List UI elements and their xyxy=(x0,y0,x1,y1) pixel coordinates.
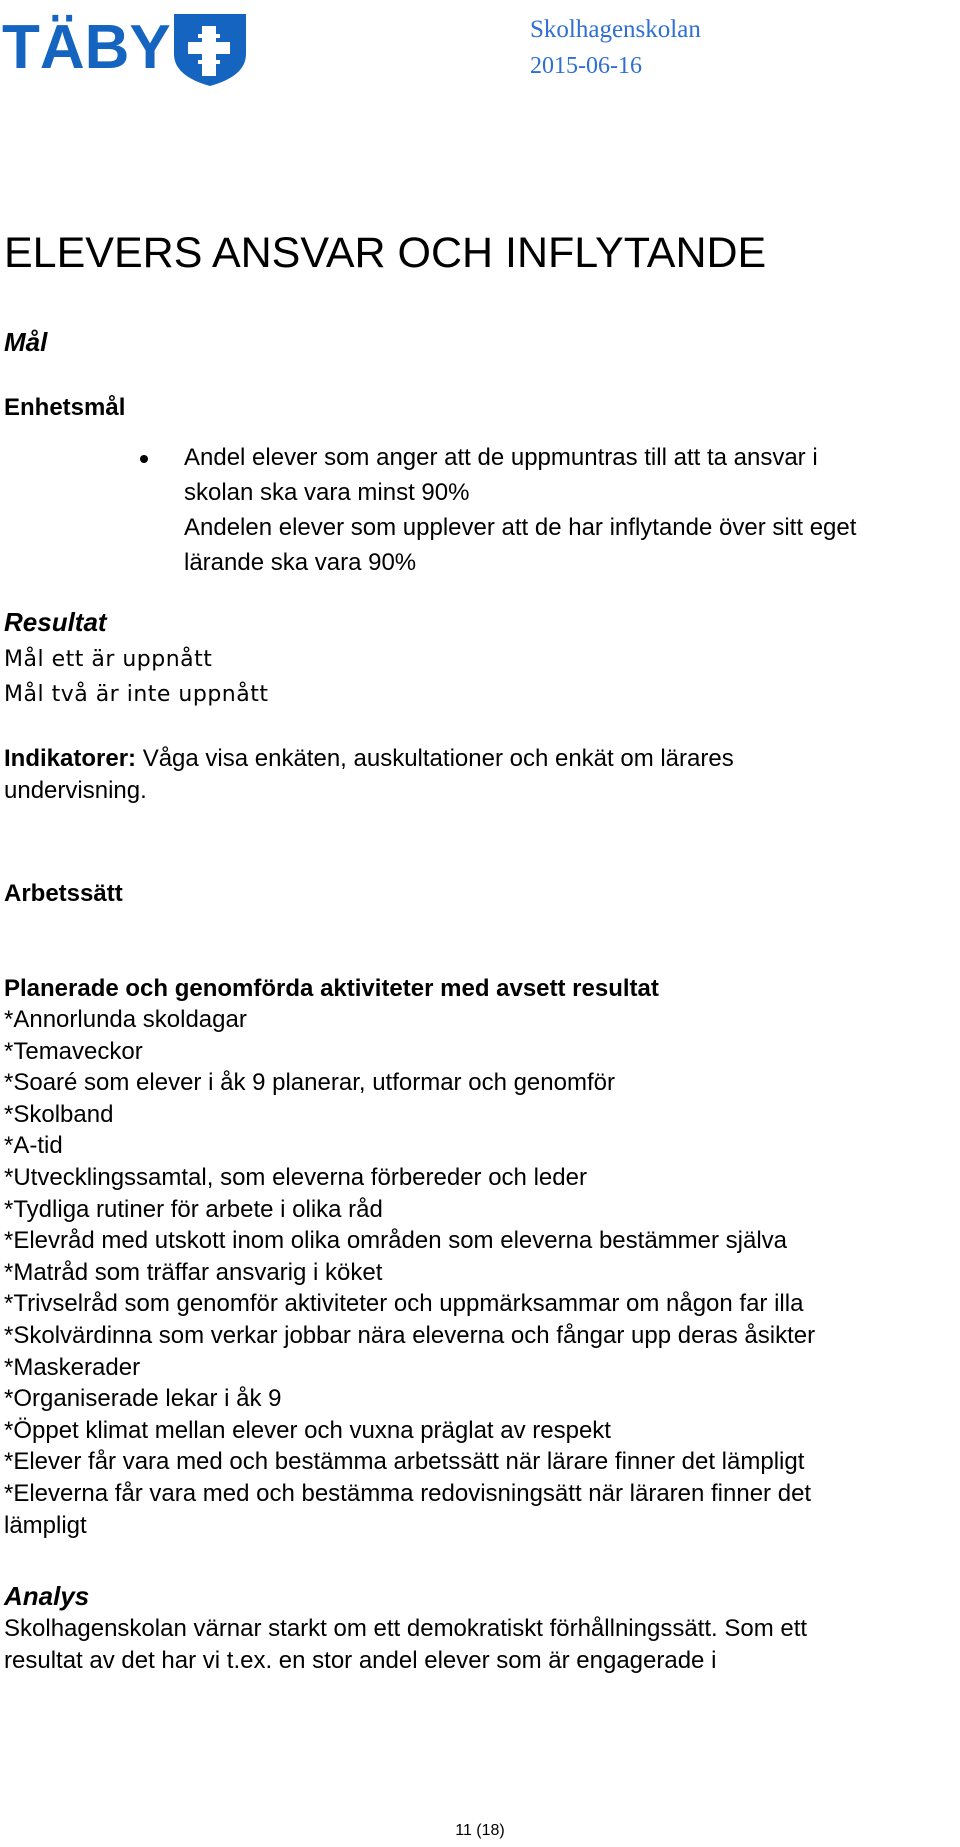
analys-line-2: resultat av det har vi t.ex. en stor andel elever som är engagerade i xyxy=(4,1647,717,1674)
activities-list xyxy=(4,1004,944,1541)
list-item: *Elever får vara med och bestämma arbetssätt när lärare finner det lämpligt xyxy=(4,1448,805,1476)
list-item: *Organiserade lekar i åk 9 xyxy=(4,1385,282,1413)
taby-logo xyxy=(2,6,252,86)
list-item: *Matråd som träffar ansvarig i köket xyxy=(4,1258,383,1286)
bullet-line: skolan ska vara minst 90% xyxy=(184,479,470,506)
list-item: *Utvecklingssamtal, som eleverna förbereder och leder xyxy=(4,1163,587,1191)
list-item: *Eleverna får vara med och bestämma redovisningsätt när läraren finner det xyxy=(4,1479,812,1507)
list-item: *Skolvärdinna som verkar jobbar nära eleverna och fångar upp deras åsikter xyxy=(4,1321,816,1349)
arbetssatt-heading: Arbetssätt xyxy=(4,880,123,907)
page-title: ELEVERS ANSVAR OCH INFLYTANDE xyxy=(4,229,767,277)
page-number: 11 (18) xyxy=(455,1822,505,1839)
list-item: *Trivselråd som genomför aktiviteter och uppmärksammar om någon far illa xyxy=(4,1290,804,1318)
header-meta xyxy=(530,12,750,84)
list-item: *Öppet klimat mellan elever och vuxna präglat av respekt xyxy=(4,1416,611,1444)
resultat-line-2: Mål två är inte uppnått xyxy=(4,682,269,707)
bullet-line: Andel elever som anger att de uppmuntras till att ta ansvar i xyxy=(184,444,818,471)
bullet-line: Andelen elever som upplever att de har inflytande över sitt eget xyxy=(184,514,857,541)
list-item: *Soaré som elever i åk 9 planerar, utformar och genomför xyxy=(4,1069,615,1097)
list-item: *Elevråd med utskott inom olika områden som eleverna bestämmer själva xyxy=(4,1227,788,1255)
list-item: *Maskerader xyxy=(4,1353,141,1381)
indikatorer-paragraph xyxy=(4,743,944,807)
mal-heading: Mål xyxy=(4,327,48,357)
list-item: *Temaveckor xyxy=(4,1037,143,1065)
list-item: *Annorlunda skoldagar xyxy=(4,1006,247,1033)
goal-bullet-text xyxy=(184,440,944,580)
list-item: *Skolband xyxy=(4,1100,114,1128)
activities-heading: Planerade och genomförda aktiviteter med avsett resultat xyxy=(4,975,659,1002)
analys-heading: Analys xyxy=(4,1581,90,1611)
resultat-heading: Resultat xyxy=(4,607,107,637)
resultat-line-1: Mål ett är uppnått xyxy=(4,647,213,672)
school-name: Skolhagenskolan xyxy=(530,16,701,43)
list-item: lämpligt xyxy=(4,1511,87,1539)
indikatorer-text: Våga visa enkäten, auskultationer och enkät om lärares xyxy=(136,745,734,772)
logo-wordmark: TÄBY xyxy=(2,13,171,82)
bullet-icon xyxy=(140,455,148,463)
list-item: *A-tid xyxy=(4,1132,63,1160)
enhetsmal-heading: Enhetsmål xyxy=(4,394,126,421)
document-date: 2015-06-16 xyxy=(530,53,642,79)
indikatorer-text-2: undervisning. xyxy=(4,777,147,804)
analys-line-1: Skolhagenskolan värnar starkt om ett demokratiskt förhållningssätt. Som ett xyxy=(4,1615,808,1642)
bullet-line: lärande ska vara 90% xyxy=(184,549,417,576)
indikatorer-label: Indikatorer: xyxy=(4,745,137,772)
list-item: *Tydliga rutiner för arbete i olika råd xyxy=(4,1195,383,1223)
page-header xyxy=(0,0,960,110)
